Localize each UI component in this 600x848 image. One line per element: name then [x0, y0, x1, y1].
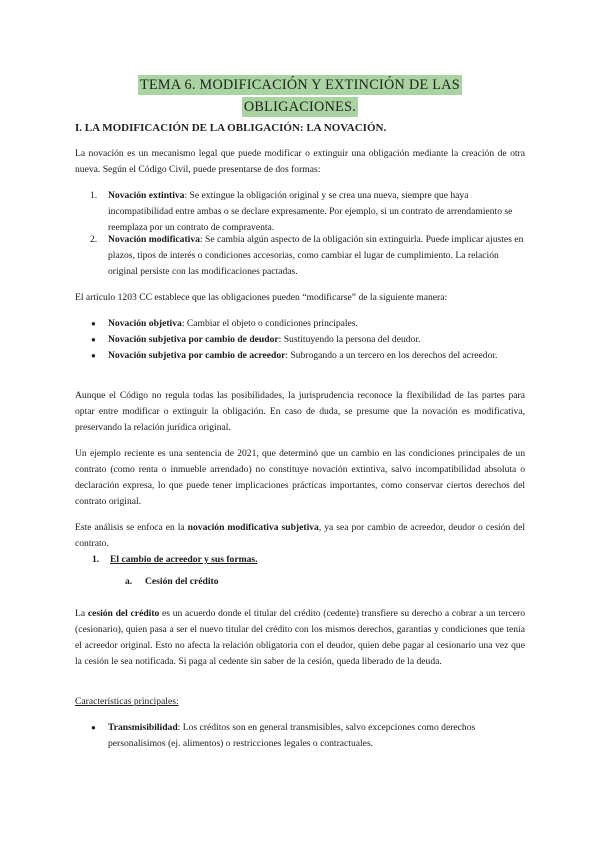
bullet-novacion-objetiva: [91, 316, 524, 332]
analysis-pre: Este análisis se enfoca en la: [75, 522, 188, 533]
term-description: : Se extingue la obligación original y se crea una nueva, siempre que haya incompatibilidad entre ambas o se declare expresamente. Por ejemplo, si un contrato de arrendamiento se reemplaza por un contrato de compraventa.: [108, 190, 513, 233]
term-description: : Se cambia algún aspecto de la obligación sin extinguirla. Puede implicar ajustes en plazos, tipos de interés o condiciones accesorias, como cambiar el lugar de cumplimiento. La relación original persiste con las modificaciones pactadas.: [108, 234, 524, 277]
list-item-novacion-modificativa: [90, 232, 524, 280]
bullet-icon: ●: [91, 723, 96, 732]
subsection-letter: a.: [125, 576, 133, 587]
list-item-novacion-extintiva: [90, 188, 524, 236]
term-bold: Transmisibilidad: [108, 722, 178, 733]
caracteristicas-heading: Características principales:: [75, 696, 179, 707]
analysis-bold: novación modificativa subjetiva: [187, 522, 319, 533]
cesion-pre: La: [75, 608, 88, 619]
subsection-number: 1.: [92, 554, 100, 565]
title-line-2: OBLIGACIONES.: [243, 99, 357, 115]
subsection-heading-1a: [125, 576, 219, 587]
bullet-cambio-acreedor: [91, 348, 524, 364]
cesion-paragraph: [75, 606, 525, 670]
bullet-icon: ●: [91, 335, 96, 344]
term-bold: Novación modificativa: [108, 234, 200, 245]
list-number: 1.: [90, 190, 98, 201]
section-heading: I. LA MODIFICACIÓN DE LA OBLIGACIÓN: LA NOVACIÓN.: [75, 122, 387, 134]
term-bold: Novación objetiva: [108, 318, 182, 329]
term-description: : Sustituyendo la persona del deudor.: [278, 334, 421, 345]
list-number: 2.: [90, 234, 98, 245]
bullet-transmisibilidad: [91, 720, 524, 752]
sentencia-paragraph: Un ejemplo reciente es una sentencia de 2021, que determinó que un cambio en las condiciones principales de un contrato (como renta o inmueble arrendado) no constituye novación extintiva, salvo incompatibilidad absoluta o declaración expresa, lo que puede tener implicaciones prácticas importantes, como conservar ciertos derechos del contrato original.: [75, 448, 525, 507]
subsection-label: Cesión del crédito: [145, 576, 219, 587]
title-line-1: TEMA 6. MODIFICACIÓN Y EXTINCIÓN DE LAS: [140, 77, 460, 93]
page-title: [0, 75, 600, 117]
analysis-paragraph: [75, 520, 525, 552]
subsection-label: El cambio de acreedor y sus formas.: [110, 554, 258, 565]
cesion-bold: cesión del crédito: [87, 608, 160, 619]
cesion-post: es un acuerdo donde el titular del crédito (cedente) transfiere su derecho a cobrar a un tercero (cesionario), quien pasa a ser el nuevo titular del crédito con los mismos derechos, garantías y condiciones que tenía el acreedor original. Esto no afecta la relación obligatoria con el deudor, quien debe pagar al cesionario una vez que la cesión le sea notificada. Si paga al cedente sin saber de la cesión, queda liberado de la deuda.: [75, 608, 525, 667]
term-description: : Cambiar el objeto o condiciones principales.: [181, 318, 358, 329]
term-bold: Novación extintiva: [108, 190, 185, 201]
subsection-heading-1: [92, 554, 258, 565]
term-description: : Subrogando a un tercero en los derechos del acreedor.: [285, 350, 498, 361]
jurisprudencia-paragraph: Aunque el Código no regula todas las posibilidades, la jurisprudencia reconoce la flexibilidad de las partes para optar entre modificar o extinguir la obligación. En caso de duda, se presume que la novación es modificativa, preservando la relación jurídica original.: [75, 390, 525, 433]
term-bold: Novación subjetiva por cambio de deudor: [108, 334, 279, 345]
term-description: : Los créditos son en general transmisibles, salvo excepciones como derechos personalísimos (ej. alimentos) o restricciones legales o contractuales.: [108, 722, 476, 749]
art1203-paragraph: El artículo 1203 CC establece que las obligaciones pueden “modificarse” de la siguiente manera:: [75, 292, 448, 303]
intro-paragraph: La novación es un mecanismo legal que puede modificar o extinguir una obligación mediante la creación de otra nueva. Según el Código Civil, puede presentarse de dos formas:: [75, 148, 525, 175]
analysis-post: , ya sea por cambio de acreedor, deudor o cesión del contrato.: [75, 522, 526, 549]
bullet-icon: ●: [91, 351, 96, 360]
bullet-icon: ●: [91, 319, 96, 328]
term-bold: Novación subjetiva por cambio de acreedor: [108, 350, 286, 361]
bullet-cambio-deudor: [91, 332, 524, 348]
